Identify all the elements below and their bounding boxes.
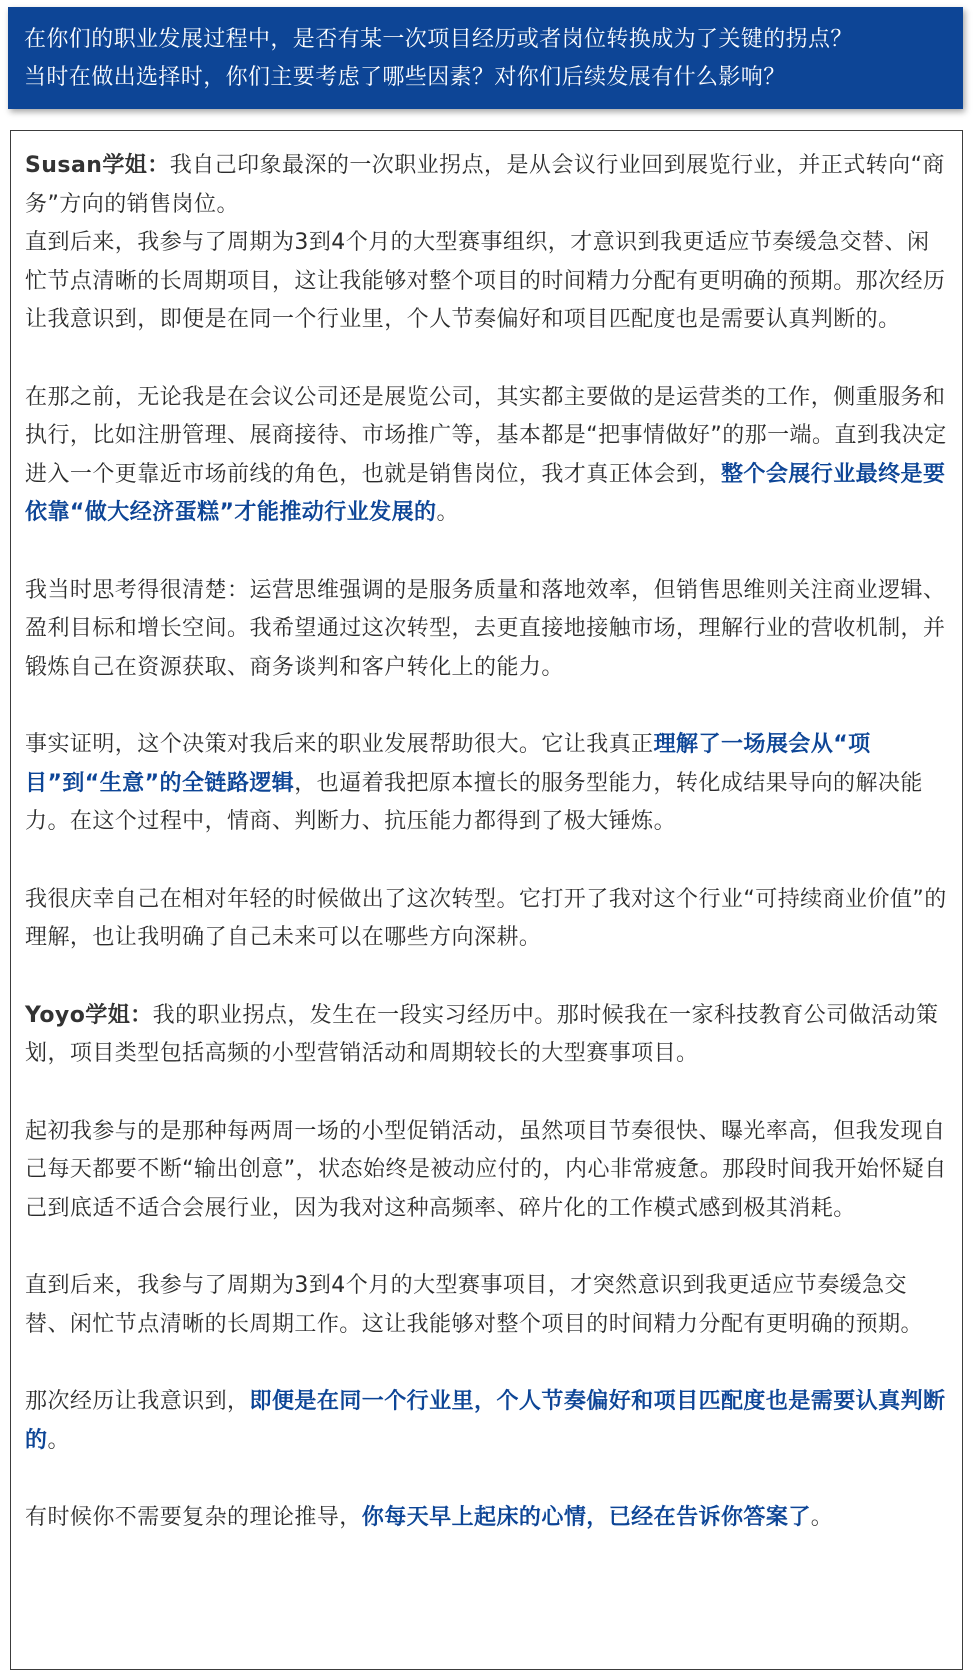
- yoyo-p4-end: 。: [47, 1427, 70, 1453]
- yoyo-p2-text: 起初我参与的是那种每两周一场的小型促销活动，虽然项目节奏很快、曝光率高，但我发现自己每天都要不断“输出创意”，状态始终是被动应付的，内心非常疲惫。那段时间我开始怀疑自己到底适不适合会展行业，因为我对这种高频率、碎片化的工作模式感到极其消耗。: [25, 1118, 947, 1221]
- yoyo-paragraph-1: [25, 997, 948, 1074]
- susan-paragraph-6: [25, 881, 948, 958]
- yoyo-paragraph-4: [25, 1383, 948, 1460]
- yoyo-p5-start: 有时候你不需要复杂的理论推导，: [25, 1505, 362, 1530]
- susan-p6-text: 我很庆幸自己在相对年轻的时候做出了这次转型。它打开了我对这个行业“可持续商业价值”的理解，也让我明确了自己未来可以在哪些方向深耕。: [25, 886, 947, 950]
- susan-p5-highlight: 理解了一场展会从“项目”到“生意”的全链路逻辑: [25, 732, 871, 796]
- susan-p2-text: 直到后来，我参与了周期为3到4个月的大型赛事组织，才意识到我更适应节奏缓急交替、闲忙节点清晰的长周期项目，这让我能够对整个项目的时间精力分配有更明确的预期。那次经历让我意识到，即便是在同一个行业里，个人节奏偏好和项目匹配度也是需要认真判断的。: [25, 230, 946, 332]
- susan-p5-start: 事实证明，这个决策对我后来的职业发展帮助很大。它让我真正: [25, 732, 654, 757]
- yoyo-p4-start: 那次经历让我意识到，: [25, 1389, 250, 1414]
- question-banner: [8, 7, 963, 109]
- question-line-1: 在你们的职业发展过程中，是否有某一次项目经历或者岗位转换成为了关键的拐点？: [24, 27, 853, 52]
- yoyo-paragraph-5: [25, 1499, 948, 1538]
- susan-paragraph-1: [25, 147, 948, 224]
- yoyo-p4-highlight: 即便是在同一个行业里，个人节奏偏好和项目匹配度也是需要认真判断的: [25, 1389, 946, 1453]
- yoyo-p5-end: 。: [810, 1505, 834, 1530]
- susan-paragraph-5: [25, 726, 948, 842]
- yoyo-p5-highlight: 你每天早上起床的心情，已经在告诉你答案了: [361, 1505, 811, 1530]
- susan-p3-text: 在那之前，无论我是在会议公司还是展览公司，其实都主要做的是运营类的工作，侧重服务和执行，比如注册管理、展商接待、市场推广等，基本都是“把事情做好”的那一端。直到我决定进入一个更靠近市场前线的角色，也就是销售岗位，我才真正体会到，: [25, 384, 947, 487]
- answer-panel: [10, 130, 963, 1670]
- susan-p5-end: ，也逼着我把原本擅长的服务型能力，转化成结果导向的解决能力。在这个过程中，情商、判断力、抗压能力都得到了极大锤炼。: [25, 770, 923, 834]
- yoyo-paragraph-2: [25, 1113, 948, 1229]
- susan-p3-highlight: 整个会展行业最终是要依靠“做大经济蛋糕”才能推动行业发展的: [25, 461, 946, 525]
- yoyo-p3-text: 直到后来，我参与了周期为3到4个月的大型赛事项目，才突然意识到我更适应节奏缓急交替、闲忙节点清晰的长周期工作。这让我能够对整个项目的时间精力分配有更明确的预期。: [25, 1273, 924, 1337]
- susan-p1-text: 我自己印象最深的一次职业拐点，是从会议行业回到展览行业，并正式转向“商务”方向的销售岗位。: [25, 153, 945, 217]
- susan-p4-text: 我当时思考得很清楚：运营思维强调的是服务质量和落地效率，但销售思维则关注商业逻辑、盈利目标和增长空间。我希望通过这次转型，去更直接地接触市场，理解行业的营收机制，并锻炼自己在资源获取、商务谈判和客户转化上的能力。: [25, 577, 946, 680]
- susan-paragraph-3: [25, 379, 948, 533]
- susan-paragraph-4: [25, 572, 948, 688]
- susan-paragraph-2: [25, 224, 948, 340]
- yoyo-speaker-label: Yoyo学姐：: [25, 1002, 153, 1028]
- question-line-2: 当时在做出选择时，你们主要考虑了哪些因素？对你们后续发展有什么影响？: [24, 65, 786, 90]
- yoyo-paragraph-3: [25, 1267, 948, 1344]
- yoyo-p1-text: 我的职业拐点，发生在一段实习经历中。那时候我在一家科技教育公司做活动策划，项目类型包括高频的小型营销活动和周期较长的大型赛事项目。: [25, 1002, 939, 1066]
- susan-p3-end: 。: [436, 500, 459, 525]
- susan-speaker-label: Susan学姐：: [25, 153, 170, 178]
